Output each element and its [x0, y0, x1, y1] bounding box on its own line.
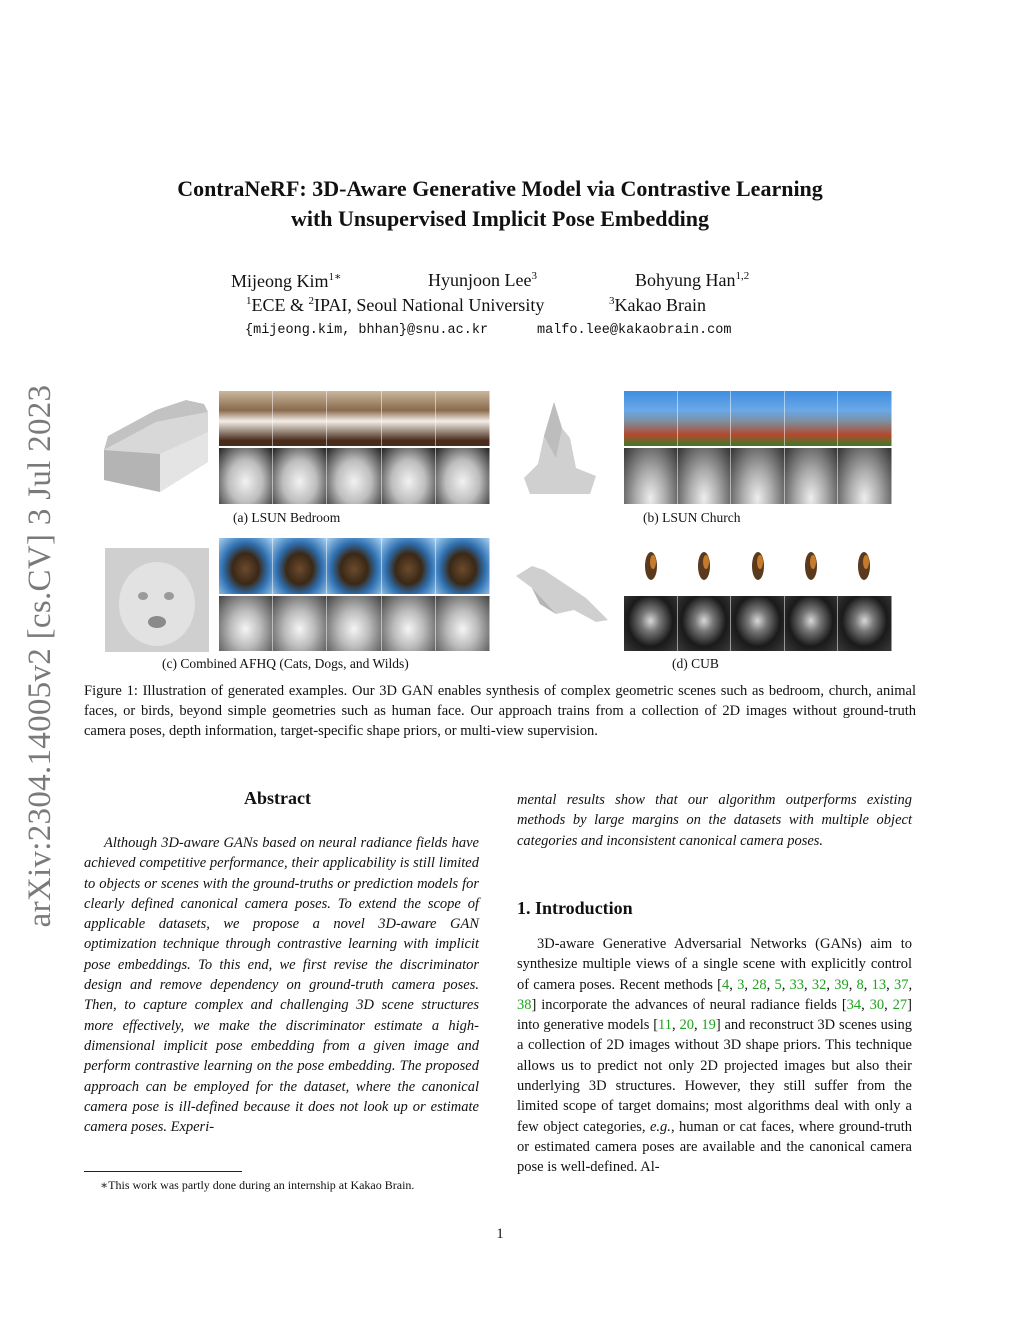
title-line-2: with Unsupervised Implicit Pose Embedding	[290, 206, 710, 231]
author-3: Bohyung Han$^{1,2}$	[635, 270, 750, 290]
introduction-heading: 1. Introduction	[517, 898, 633, 918]
bedroom-depth-views	[219, 448, 490, 504]
subfigure-b-label: (b) LSUN Church	[643, 510, 741, 525]
citation[interactable]: 37	[893, 976, 909, 993]
citation[interactable]: 32	[811, 976, 827, 993]
citation[interactable]: 19	[701, 1017, 716, 1034]
cub-rgb-views	[624, 540, 892, 594]
author-2: Hyunjoon Lee$^3$	[428, 270, 537, 290]
affiliation-kakao: $^3$Kakao Brain	[609, 295, 706, 315]
citation[interactable]: 30	[869, 996, 885, 1013]
abstract-heading: Abstract	[244, 788, 311, 808]
subfigure-c-label: (c) Combined AFHQ (Cats, Dogs, and Wilds)	[162, 656, 409, 671]
footnote: ∗This work was partly done during an internship at Kakao Brain.	[100, 1178, 415, 1192]
citation[interactable]: 34	[846, 996, 862, 1013]
subfigure-a-label: (a) LSUN Bedroom	[233, 510, 341, 525]
abstract-text: Although 3D-aware GANs based on neural radiance fields have achieved competitive performance, their applicability is still limited to objects or scenes with the ground-truths or prediction models for clearly defined canonical camera poses. To extend the scope of applicable datasets, we propose a novel 3D-aware GAN optimization technique through contrastive learning with implicit pose embeddings. To this end, we first revise the discriminator design and remove dependency on ground-truth camera poses. Then, to capture complex and challenging 3D scene structures more effectively, we make the discriminator estimate a high-dimensional implicit pose embedding from a given image and perform contrastive learning on the pose embedding. The proposed approach can be employed for the dataset, where the canonical camera pose is ill-defined because it does not look up or estimate camera poses. Experi-	[84, 835, 479, 1136]
page-number: 1	[496, 1226, 504, 1242]
citation[interactable]: 38	[517, 996, 532, 1013]
dog-face-3d-mesh-image	[103, 546, 211, 654]
email-snu: {mijeong.kim, bhhan}@snu.ac.kr	[245, 323, 489, 338]
citation[interactable]: 4	[721, 976, 730, 993]
church-depth-views	[624, 448, 892, 504]
arxiv-sidebar-id: arXiv:2304.14005v2 [cs.CV] 3 Jul 2023	[22, 384, 58, 928]
church-rgb-views	[624, 391, 892, 446]
footnote-rule	[84, 1171, 242, 1172]
citation[interactable]: 13	[871, 976, 887, 993]
title-line-1: ContraNeRF: 3D-Aware Generative Model via Contrastive Learning	[177, 176, 823, 201]
abstract-continued: mental results show that our algorithm outperforms existing methods by large margins on the datasets with multiple object categories and inconsistent canonical camera poses.	[517, 792, 912, 849]
citation[interactable]: 8	[856, 976, 864, 993]
introduction-paragraph: 3D-aware Generative Adversarial Networks (GANs) aim to synthesize multiple views of a single scene with explicitly control of camera poses. Recent methods [4, 3, 28, 5, 33, 32, 39, 8, 13, 37, 38] incorporate the advances of neural radiance fields [34, 30, 27] into generative models [11, 20, 19] and reconstruct 3D scenes using a collection of 2D images without 3D shape priors. This technique allows us to predict not only 2D projected images but also their underlying 3D structures. However, they still suffer from the limited scope of target domains; most algorithms deal with only a few object categories, e.g., human or cat faces, where ground-truth or estimated camera poses are available and the canonical camera pose is well-defined. Al-	[517, 936, 913, 1176]
affiliation-snu: $^1$ECE & $^2$IPAI, Seoul National University	[246, 295, 545, 315]
author-1: Mijeong Kim$^{1∗}$	[231, 271, 342, 291]
cub-depth-views	[624, 596, 892, 651]
citation[interactable]: 27	[892, 996, 908, 1013]
subfigure-d-label: (d) CUB	[672, 656, 719, 671]
bedroom-3d-mesh-image	[96, 392, 214, 496]
bird-3d-mesh-image	[510, 556, 610, 636]
citation[interactable]: 39	[834, 976, 849, 993]
citation[interactable]: 11	[658, 1017, 673, 1034]
citation[interactable]: 28	[752, 976, 767, 993]
citation[interactable]: 3	[737, 976, 745, 993]
afhq-rgb-views	[219, 538, 490, 594]
bedroom-rgb-views	[219, 391, 490, 446]
afhq-depth-views	[219, 596, 490, 651]
email-kakao: malfo.lee@kakaobrain.com	[537, 323, 732, 338]
figure-caption: Figure 1: Illustration of generated examples. Our 3D GAN enables synthesis of complex geometric scenes such as bedroom, church, animal faces, or birds, beyond simple geometries such as human face. Our approach trains from a collection of 2D images without ground-truth camera poses, depth information, target-specific shape priors, or multi-view supervision.	[84, 683, 916, 739]
citation[interactable]: 33	[789, 976, 805, 993]
church-3d-mesh-image	[516, 398, 606, 498]
paper-title	[100, 174, 900, 234]
citation[interactable]: 20	[679, 1017, 694, 1034]
citation[interactable]: 5	[774, 976, 782, 993]
